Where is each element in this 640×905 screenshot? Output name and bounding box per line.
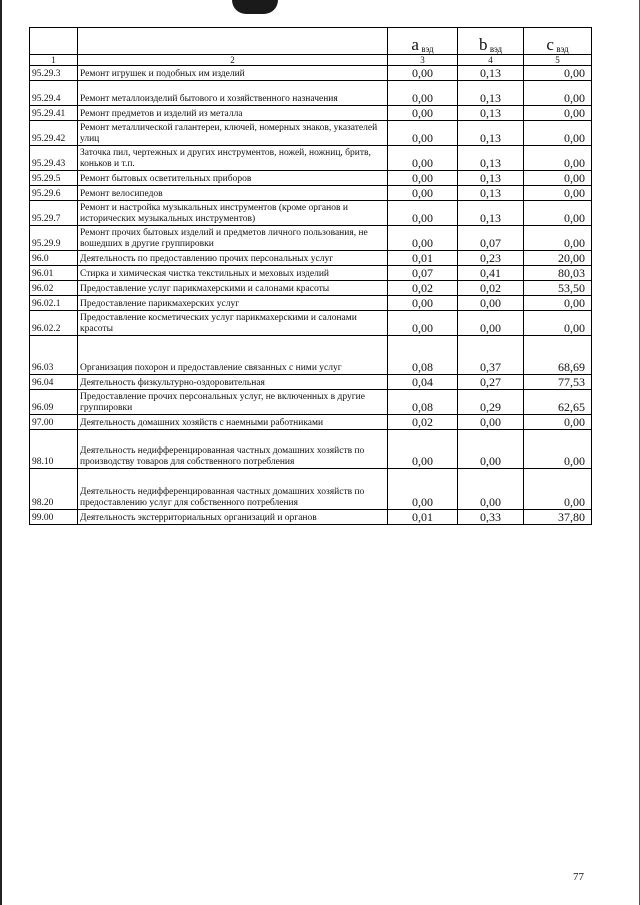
row-value-a: 0,00 [388, 171, 458, 186]
row-activity-name: Предоставление прочих персональных услуг, не включенных в другие группировки [78, 390, 388, 415]
table-row [30, 226, 592, 251]
table-row [30, 106, 592, 121]
row-activity-name: Ремонт металлической галантереи, ключей, номерных знаков, указателей улиц [78, 121, 388, 146]
table-row [30, 311, 592, 336]
row-value-a: 0,00 [388, 430, 458, 469]
table-row [30, 251, 592, 266]
row-code: 96.02 [30, 281, 78, 296]
column-number: 1 [30, 55, 78, 66]
row-code: 96.03 [30, 336, 78, 375]
row-code: 95.29.42 [30, 121, 78, 146]
row-code: 95.29.6 [30, 186, 78, 201]
row-value-b: 0,13 [458, 171, 524, 186]
table-row [30, 171, 592, 186]
row-code: 95.29.7 [30, 201, 78, 226]
row-activity-name: Деятельность по предоставлению прочих персональных услуг [78, 251, 388, 266]
row-value-c: 53,50 [524, 281, 592, 296]
row-value-c: 0,00 [524, 296, 592, 311]
row-code: 95.29.41 [30, 106, 78, 121]
table-row [30, 510, 592, 525]
table-row [30, 266, 592, 281]
row-code: 98.20 [30, 469, 78, 510]
row-code: 95.29.9 [30, 226, 78, 251]
row-value-b: 0,13 [458, 66, 524, 81]
row-value-a: 0,02 [388, 415, 458, 430]
row-code: 96.02.2 [30, 311, 78, 336]
table-row [30, 336, 592, 375]
row-value-c: 0,00 [524, 201, 592, 226]
header-col-c: c вэд [524, 28, 592, 55]
row-activity-name: Ремонт предметов и изделий из металла [78, 106, 388, 121]
column-number: 3 [388, 55, 458, 66]
row-value-a: 0,08 [388, 390, 458, 415]
row-value-a: 0,00 [388, 201, 458, 226]
row-activity-name: Предоставление услуг парикмахерскими и салонами красоты [78, 281, 388, 296]
row-value-c: 0,00 [524, 121, 592, 146]
row-value-b: 0,29 [458, 390, 524, 415]
row-activity-name: Ремонт металлоизделий бытового и хозяйственного назначения [78, 81, 388, 106]
row-value-b: 0,13 [458, 201, 524, 226]
row-value-b: 0,13 [458, 121, 524, 146]
row-value-c: 37,80 [524, 510, 592, 525]
table-row [30, 430, 592, 469]
row-value-b: 0,00 [458, 430, 524, 469]
row-code: 99.00 [30, 510, 78, 525]
table-row [30, 146, 592, 171]
row-value-c: 0,00 [524, 171, 592, 186]
row-value-b: 0,13 [458, 186, 524, 201]
row-value-b: 0,00 [458, 296, 524, 311]
row-activity-name: Деятельность домашних хозяйств с наемными работниками [78, 415, 388, 430]
row-activity-name: Ремонт велосипедов [78, 186, 388, 201]
row-value-a: 0,02 [388, 281, 458, 296]
header-name-cell [78, 28, 388, 55]
row-value-a: 0,00 [388, 81, 458, 106]
row-value-c: 0,00 [524, 66, 592, 81]
row-value-a: 0,01 [388, 510, 458, 525]
row-activity-name: Предоставление парикмахерских услуг [78, 296, 388, 311]
table-row [30, 296, 592, 311]
row-activity-name: Заточка пил, чертежных и других инструментов, ножей, ножниц, бритв, коньков и т.п. [78, 146, 388, 171]
table-row [30, 390, 592, 415]
row-activity-name: Ремонт и настройка музыкальных инструментов (кроме органов и исторических музыкальных инструментов) [78, 201, 388, 226]
row-code: 96.0 [30, 251, 78, 266]
row-activity-name: Ремонт игрушек и подобных им изделий [78, 66, 388, 81]
row-value-c: 0,00 [524, 186, 592, 201]
row-value-c: 0,00 [524, 226, 592, 251]
row-value-b: 0,23 [458, 251, 524, 266]
row-code: 96.04 [30, 375, 78, 390]
scan-artifact [232, 0, 278, 14]
row-activity-name: Деятельность физкультурно-оздоровительная [78, 375, 388, 390]
row-value-a: 0,04 [388, 375, 458, 390]
row-value-a: 0,00 [388, 469, 458, 510]
row-value-b: 0,37 [458, 336, 524, 375]
row-activity-name: Организация похорон и предоставление связанных с ними услуг [78, 336, 388, 375]
row-value-b: 0,33 [458, 510, 524, 525]
row-activity-name: Стирка и химическая чистка текстильных и меховых изделий [78, 266, 388, 281]
row-value-c: 0,00 [524, 469, 592, 510]
row-activity-name: Деятельность экстерриториальных организаций и органов [78, 510, 388, 525]
row-value-a: 0,00 [388, 311, 458, 336]
row-activity-name: Ремонт прочих бытовых изделий и предметов личного пользования, не вошедших в другие группировки [78, 226, 388, 251]
row-value-a: 0,00 [388, 106, 458, 121]
table-header-row [30, 28, 592, 55]
table-row [30, 66, 592, 81]
row-value-c: 0,00 [524, 415, 592, 430]
row-value-c: 0,00 [524, 106, 592, 121]
coefficients-table [29, 27, 592, 525]
row-value-c: 0,00 [524, 311, 592, 336]
row-value-b: 0,02 [458, 281, 524, 296]
row-value-b: 0,41 [458, 266, 524, 281]
row-value-b: 0,00 [458, 311, 524, 336]
table-row [30, 121, 592, 146]
row-activity-name: Деятельность недифференцированная частных домашних хозяйств по производству товаров для собственного потребления [78, 430, 388, 469]
row-value-a: 0,00 [388, 186, 458, 201]
page-number: 77 [573, 871, 584, 883]
row-value-b: 0,27 [458, 375, 524, 390]
row-code: 95.29.3 [30, 66, 78, 81]
row-value-a: 0,01 [388, 251, 458, 266]
row-value-b: 0,13 [458, 81, 524, 106]
row-value-c: 0,00 [524, 430, 592, 469]
table-row [30, 201, 592, 226]
row-code: 97.00 [30, 415, 78, 430]
row-activity-name: Ремонт бытовых осветительных приборов [78, 171, 388, 186]
table-row [30, 415, 592, 430]
table-row [30, 469, 592, 510]
column-number-row [30, 55, 592, 66]
column-number: 2 [78, 55, 388, 66]
row-value-a: 0,07 [388, 266, 458, 281]
row-code: 95.29.4 [30, 81, 78, 106]
row-value-c: 77,53 [524, 375, 592, 390]
row-code: 98.10 [30, 430, 78, 469]
table-row [30, 186, 592, 201]
row-value-b: 0,13 [458, 146, 524, 171]
row-code: 95.29.5 [30, 171, 78, 186]
row-code: 96.01 [30, 266, 78, 281]
table-row [30, 281, 592, 296]
row-code: 96.09 [30, 390, 78, 415]
row-value-c: 20,00 [524, 251, 592, 266]
row-value-b: 0,00 [458, 469, 524, 510]
row-value-b: 0,13 [458, 106, 524, 121]
row-value-c: 68,69 [524, 336, 592, 375]
row-value-a: 0,00 [388, 226, 458, 251]
header-code-cell [30, 28, 78, 55]
row-value-a: 0,00 [388, 296, 458, 311]
table-row [30, 81, 592, 106]
row-value-c: 80,03 [524, 266, 592, 281]
column-number: 4 [458, 55, 524, 66]
column-number: 5 [524, 55, 592, 66]
row-value-a: 0,00 [388, 66, 458, 81]
table-row [30, 375, 592, 390]
row-activity-name: Предоставление косметических услуг парикмахерскими и салонами красоты [78, 311, 388, 336]
scan-edge-left [0, 0, 2, 905]
row-value-b: 0,07 [458, 226, 524, 251]
row-value-a: 0,00 [388, 146, 458, 171]
row-value-c: 62,65 [524, 390, 592, 415]
row-value-c: 0,00 [524, 146, 592, 171]
row-value-a: 0,08 [388, 336, 458, 375]
row-activity-name: Деятельность недифференцированная частных домашних хозяйств по предоставлению услуг для собственного потребления [78, 469, 388, 510]
row-code: 96.02.1 [30, 296, 78, 311]
row-value-c: 0,00 [524, 81, 592, 106]
row-value-b: 0,00 [458, 415, 524, 430]
header-col-a: a вэд [388, 28, 458, 55]
row-code: 95.29.43 [30, 146, 78, 171]
header-col-b: b вэд [458, 28, 524, 55]
row-value-a: 0,00 [388, 121, 458, 146]
